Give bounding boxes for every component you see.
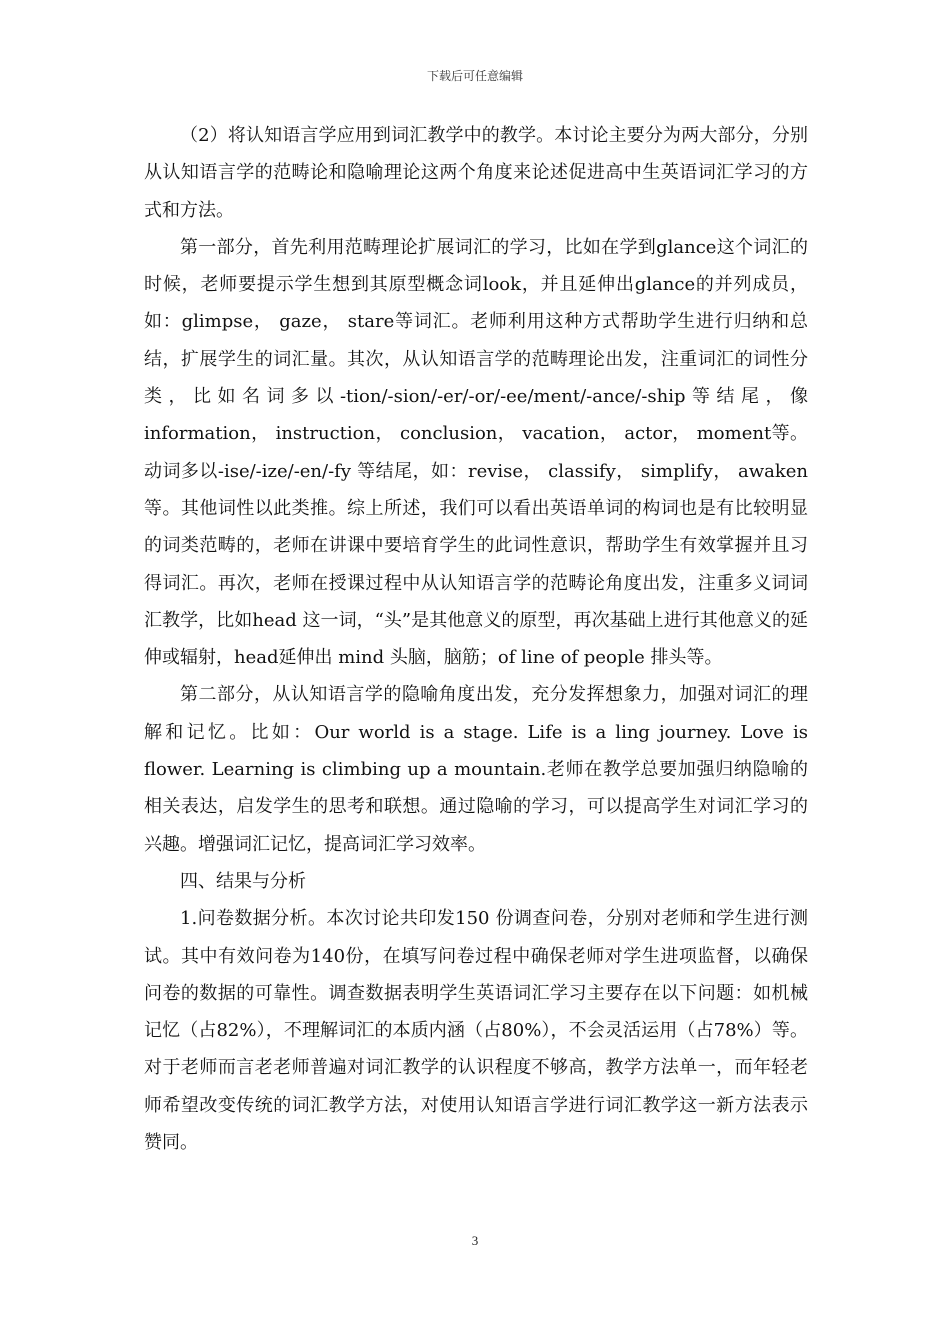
paragraph-part-two: 第二部分，从认知语言学的隐喻角度出发，充分发挥想象力，加强对词汇的理解和记忆。比如：Our world is a stage. Life is a ling journey. Love is flower. Learning is climbing up a mountain.老师在教学总要加强归纳隐喻的相关表达，启发学生的思考和联想。通过隐喻的学习，可以提高学生对词汇学习的兴趣。增强词汇记忆，提高词汇学习效率。 <box>144 684 808 855</box>
paragraph-part-one: 第一部分，首先利用范畴理论扩展词汇的学习，比如在学到glance这个词汇的时候，老师要提示学生想到其原型概念词look，并且延伸出glance的并列成员，如：glimpse， gaze， stare等词汇。老师利用这种方式帮助学生进行归纳和总结，扩展学生的词汇量。其次，从认知语言学的范畴理论出发，注重词汇的词性分类，比如名词多以-tion/-sion/-er/-or/-ee/ment/-ance/-ship等结尾，像 information， instruction， conclusion， vacation， actor， moment等。动词多以-ise/-ize/-en/-fy 等结尾，如：revise， classify， simplify， awaken等。其他词性以此类推。综上所述，我们可以看出英语单词的构词也是有比较明显的词类范畴的，老师在讲课中要培育学生的此词性意识，帮助学生有效掌握并且习得词汇。再次，老师在授课过程中从认知语言学的范畴论角度出发，注重多义词词汇教学，比如head 这一词，“头”是其他意义的原型，再次基础上进行其他意义的延伸或辐射，head延伸出 mind 头脑，脑筋；of line of people 排头等。 <box>144 236 808 669</box>
page-number: 3 <box>471 1233 479 1248</box>
section-heading-results: 四、结果与分析 <box>180 870 306 892</box>
page-header-note: 下载后可任意编辑 <box>426 69 523 83</box>
paragraph-survey-analysis: 1.问卷数据分析。本次讨论共印发150 份调查问卷，分别对老师和学生进行测试。其中有效问卷为140份，在填写问卷过程中确保老师对学生进项监督，以确保问卷的数据的可靠性。调查数据表明学生英语词汇学习主要存在以下问题：如机械记忆（占82%），不理解词汇的本质内涵（占80%），不会灵活运用（占78%）等。对于老师而言老老师普遍对词汇教学的认识程度不够高，教学方法单一，而年轻老师希望改变传统的词汇教学方法，对使用认知语言学进行词汇教学这一新方法表示赞同。 <box>144 908 808 1154</box>
paragraph-method-intro: （2）将认知语言学应用到词汇教学中的教学。本讨论主要分为两大部分，分别从认知语言学的范畴论和隐喻理论这两个角度来论述促进高中生英语词汇学习的方式和方法。 <box>144 125 808 221</box>
document-body <box>144 117 808 1161</box>
